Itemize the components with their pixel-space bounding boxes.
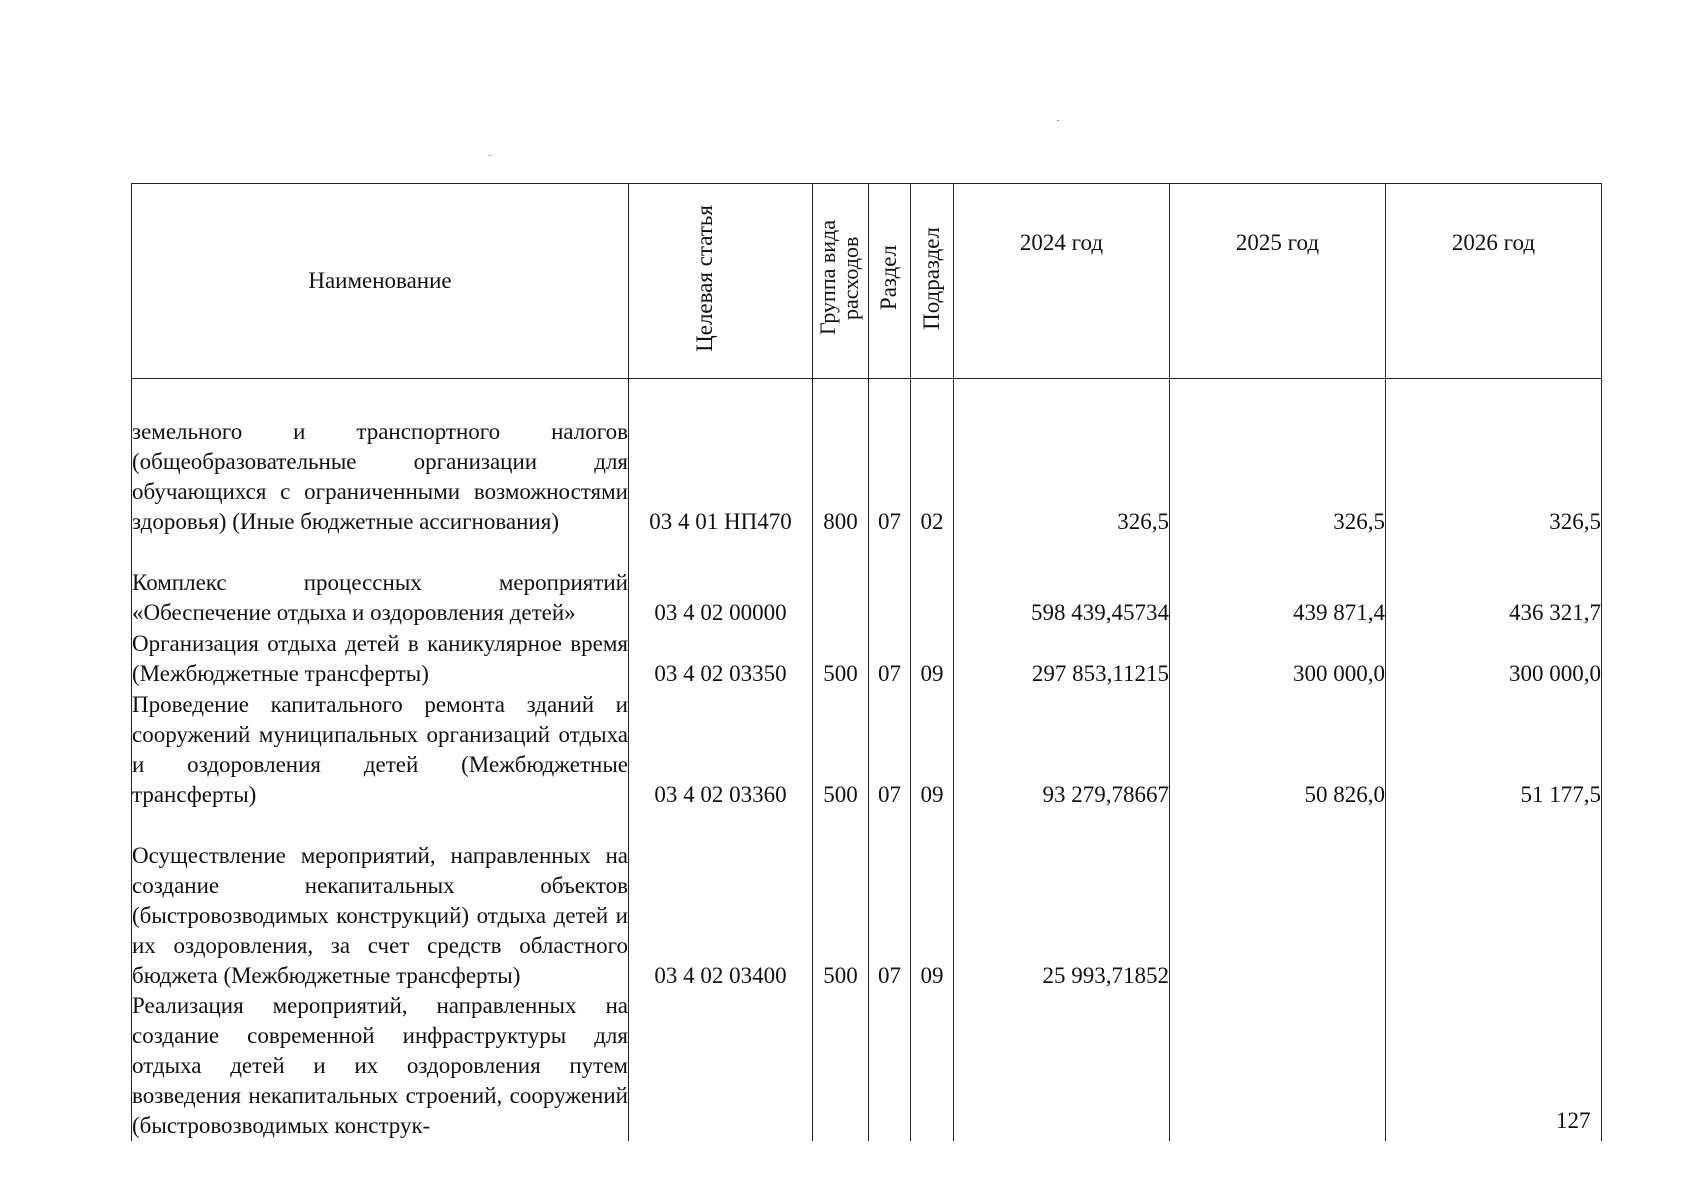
header-section-label: Раздел bbox=[876, 245, 902, 311]
row-code: 03 4 02 03400 bbox=[629, 810, 813, 991]
row-value-2025: 50 826,0 bbox=[1170, 689, 1386, 810]
row-expense-group: 500 bbox=[813, 689, 869, 810]
header-year-2026: 2026 год bbox=[1386, 184, 1602, 379]
row-value-2024: 598 439,45734 bbox=[954, 537, 1170, 628]
row-subsection bbox=[911, 991, 954, 1141]
header-expense-group-label: Группа вида расходов bbox=[814, 220, 863, 336]
row-value-2026: 326,5 bbox=[1386, 379, 1602, 537]
table-row bbox=[132, 810, 1602, 991]
row-value-2026: 300 000,0 bbox=[1386, 628, 1602, 689]
row-section: 07 bbox=[869, 810, 911, 991]
row-value-2024: 326,5 bbox=[954, 379, 1170, 537]
row-expense-group bbox=[813, 537, 869, 628]
row-expense-group: 500 bbox=[813, 810, 869, 991]
row-value-2025: 300 000,0 bbox=[1170, 628, 1386, 689]
table-header bbox=[132, 184, 1602, 379]
scan-speck bbox=[1057, 120, 1059, 121]
row-code: 03 4 02 03350 bbox=[629, 628, 813, 689]
table-row bbox=[132, 379, 1602, 537]
row-value-2025: 326,5 bbox=[1170, 379, 1386, 537]
row-name: Организация отдыха детей в каникулярное время (Межбюджетные трансферты) bbox=[132, 628, 629, 689]
row-expense-group: 800 bbox=[813, 379, 869, 537]
table-body bbox=[132, 379, 1602, 1141]
row-value-2026 bbox=[1386, 810, 1602, 991]
row-section bbox=[869, 537, 911, 628]
row-value-2024: 25 993,71852 bbox=[954, 810, 1170, 991]
budget-table bbox=[131, 183, 1602, 1141]
table-row bbox=[132, 628, 1602, 689]
row-name: Проведение капитального ремонта зданий и сооружений муниципальных организаций отдыха и оздоровления детей (Межбюджетные трансферты) bbox=[132, 689, 629, 810]
row-name: Осуществление мероприятий, направленных на создание некапитальных объектов (быстровозводимых конструкций) отдыха детей и их оздоровления, за счет средств областного бюджета (Межбюджетные трансферты) bbox=[132, 810, 629, 991]
table-row bbox=[132, 537, 1602, 628]
row-code bbox=[629, 991, 813, 1141]
row-subsection bbox=[911, 537, 954, 628]
header-section bbox=[869, 184, 911, 379]
header-subsection-label: Подраздел bbox=[918, 226, 944, 330]
scan-speck bbox=[489, 155, 491, 156]
row-value-2024 bbox=[954, 991, 1170, 1141]
row-value-2025 bbox=[1170, 991, 1386, 1141]
row-section: 07 bbox=[869, 379, 911, 537]
row-section bbox=[869, 991, 911, 1141]
header-year-2025: 2025 год bbox=[1170, 184, 1386, 379]
row-expense-group bbox=[813, 991, 869, 1141]
row-subsection: 09 bbox=[911, 810, 954, 991]
row-value-2026: 436 321,7 bbox=[1386, 537, 1602, 628]
row-value-2024: 297 853,11215 bbox=[954, 628, 1170, 689]
page-number: 127 bbox=[1556, 1108, 1591, 1133]
row-value-2025: 439 871,4 bbox=[1170, 537, 1386, 628]
row-name: Комплекс процессных мероприятий «Обеспечение отдыха и оздоровления детей» bbox=[132, 537, 629, 628]
header-subsection bbox=[911, 184, 954, 379]
header-code-label: Целевая статья bbox=[691, 204, 717, 352]
row-value-2025 bbox=[1170, 810, 1386, 991]
row-name: Реализация мероприятий, направленных на создание современной инфраструктуры для отдыха детей и их оздоровления путем возведения некапитальных строений, сооружений (быстровозводимых конструк- bbox=[132, 991, 629, 1141]
table-row bbox=[132, 991, 1602, 1141]
header-year-2024: 2024 год bbox=[954, 184, 1170, 379]
row-expense-group: 500 bbox=[813, 628, 869, 689]
header-code bbox=[629, 184, 813, 379]
row-subsection: 09 bbox=[911, 628, 954, 689]
header-expense-group bbox=[813, 184, 869, 379]
row-value-2026: 51 177,5 bbox=[1386, 689, 1602, 810]
row-section: 07 bbox=[869, 628, 911, 689]
row-code: 03 4 01 НП470 bbox=[629, 379, 813, 537]
row-value-2024: 93 279,78667 bbox=[954, 689, 1170, 810]
header-name: Наименование bbox=[132, 184, 629, 379]
row-code: 03 4 02 00000 bbox=[629, 537, 813, 628]
row-subsection: 09 bbox=[911, 689, 954, 810]
row-code: 03 4 02 03360 bbox=[629, 689, 813, 810]
row-section: 07 bbox=[869, 689, 911, 810]
table-row bbox=[132, 689, 1602, 810]
row-subsection: 02 bbox=[911, 379, 954, 537]
row-name: земельного и транспортного налогов (общеобразовательные организации для обучающихся с ограниченными возможностями здоровья) (Иные бюджетные ассигнования) bbox=[132, 379, 629, 537]
